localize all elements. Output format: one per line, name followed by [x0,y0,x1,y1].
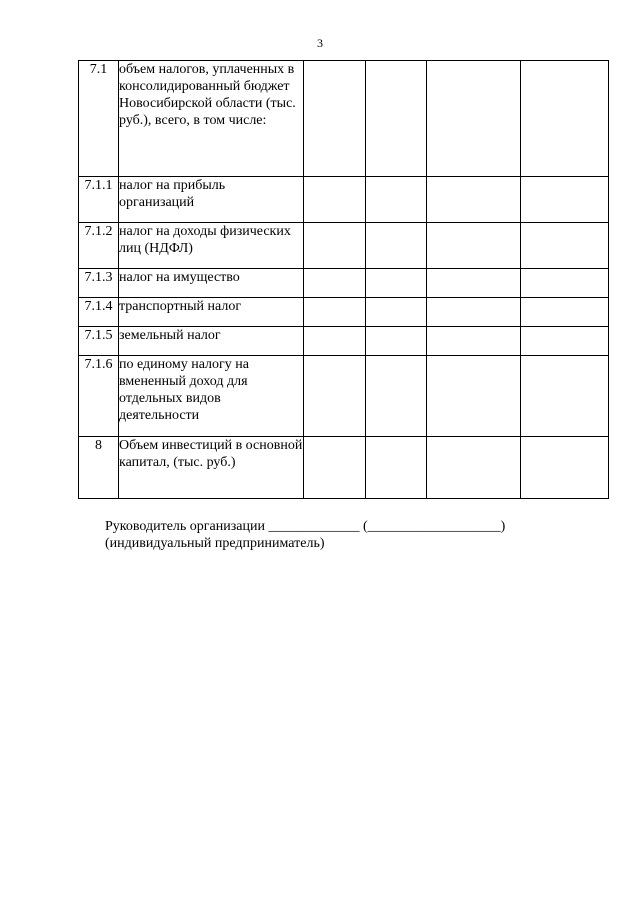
row-label: земельный налог [119,327,304,356]
value-cell[interactable] [366,269,427,298]
value-cell[interactable] [304,437,366,499]
table-row [79,61,609,177]
value-cell[interactable] [304,356,366,437]
value-cell[interactable] [304,177,366,223]
row-label: налог на доходы физических лиц (НДФЛ) [119,223,304,269]
tax-report-table [78,60,609,499]
signature-line: Руководитель организации _____________ (___________________) [105,519,506,534]
row-label: налог на имущество [119,269,304,298]
value-cell[interactable] [427,61,521,177]
value-cell[interactable] [521,356,609,437]
value-cell[interactable] [366,223,427,269]
value-cell[interactable] [427,269,521,298]
value-cell[interactable] [366,437,427,499]
value-cell[interactable] [521,437,609,499]
signature-block [105,518,625,552]
row-number: 7.1.6 [79,356,119,437]
value-cell[interactable] [304,223,366,269]
value-cell[interactable] [366,327,427,356]
value-cell[interactable] [521,298,609,327]
table-row [79,177,609,223]
value-cell[interactable] [521,327,609,356]
row-number: 7.1.4 [79,298,119,327]
table-row [79,327,609,356]
value-cell[interactable] [304,269,366,298]
value-cell[interactable] [521,177,609,223]
value-cell[interactable] [427,298,521,327]
value-cell[interactable] [366,177,427,223]
value-cell[interactable] [366,61,427,177]
value-cell[interactable] [366,356,427,437]
table-row [79,437,609,499]
value-cell[interactable] [304,61,366,177]
value-cell[interactable] [366,298,427,327]
row-number: 7.1.5 [79,327,119,356]
value-cell[interactable] [427,356,521,437]
value-cell[interactable] [427,223,521,269]
table-row [79,223,609,269]
value-cell[interactable] [521,269,609,298]
row-label: объем налогов, уплаченных в консолидированный бюджет Новосибирской области (тыс. руб.), всего, в том числе: [119,61,304,177]
row-number: 8 [79,437,119,499]
row-label: Объем инвестиций в основной капитал, (тыс. руб.) [119,437,304,499]
value-cell[interactable] [521,61,609,177]
value-cell[interactable] [304,298,366,327]
table-row [79,356,609,437]
row-number: 7.1.3 [79,269,119,298]
row-number: 7.1.1 [79,177,119,223]
row-label: налог на прибыль организаций [119,177,304,223]
value-cell[interactable] [427,177,521,223]
signature-caption: (индивидуальный предприниматель) [105,536,325,551]
row-label: транспортный налог [119,298,304,327]
row-number: 7.1.2 [79,223,119,269]
table-row [79,269,609,298]
value-cell[interactable] [521,223,609,269]
page-number: 3 [317,36,323,50]
row-number: 7.1 [79,61,119,177]
row-label: по единому налогу на вмененный доход для отдельных видов деятельности [119,356,304,437]
table-row [79,298,609,327]
value-cell[interactable] [427,437,521,499]
value-cell[interactable] [427,327,521,356]
value-cell[interactable] [304,327,366,356]
